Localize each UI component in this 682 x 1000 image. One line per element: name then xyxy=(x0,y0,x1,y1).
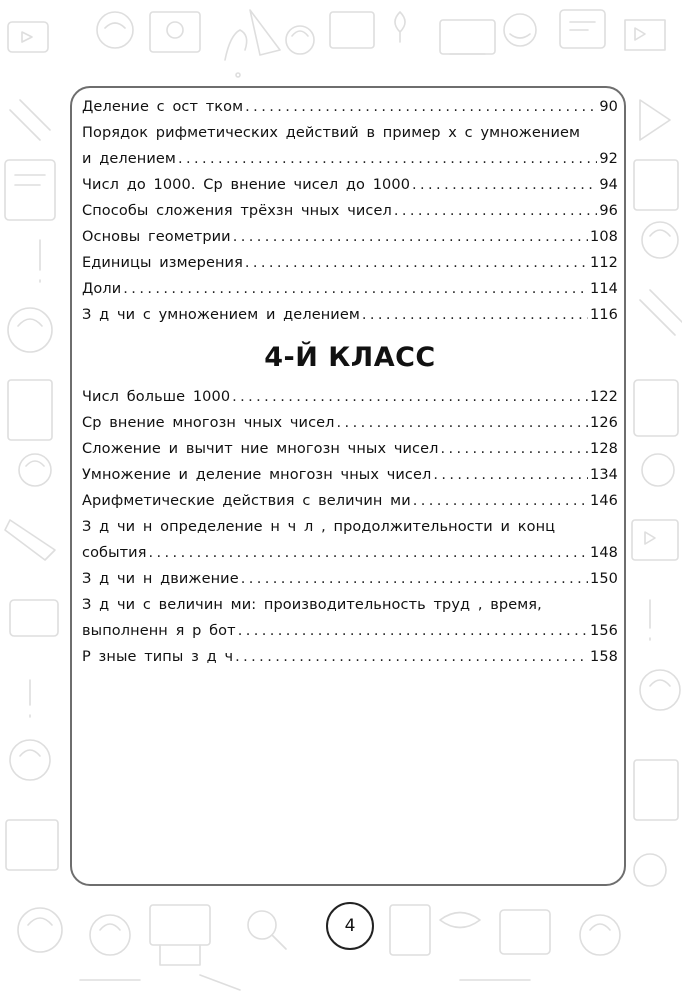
toc-entry-title: З д чи с умножением и делением xyxy=(82,307,360,323)
toc-entry-title: З д чи с величин ми: производительность труд , время, xyxy=(82,597,542,613)
toc-entry-title: и делением xyxy=(82,151,176,167)
toc-entry xyxy=(82,302,618,328)
toc-entry-line xyxy=(82,488,618,514)
toc-entry xyxy=(82,436,618,462)
toc-entry-page: 148 xyxy=(590,545,618,561)
toc-entry-page: 108 xyxy=(590,229,618,245)
toc-entry-title: Порядок рифметических действий в пример х с умножением xyxy=(82,125,581,141)
toc-entry xyxy=(82,462,618,488)
toc-entry-page: 92 xyxy=(599,151,618,167)
dot-leader xyxy=(232,384,588,410)
toc-entry-title: Единицы измерения xyxy=(82,255,243,271)
toc-entry xyxy=(82,172,618,198)
dot-leader xyxy=(337,410,588,436)
toc-entry-page: 146 xyxy=(590,493,618,509)
toc-entry xyxy=(82,592,618,644)
toc-entry xyxy=(82,250,618,276)
dot-leader xyxy=(433,462,588,488)
toc-entry-line xyxy=(82,644,618,670)
toc-entry xyxy=(82,94,618,120)
grade3-section xyxy=(82,94,618,328)
toc-entry-line xyxy=(82,120,618,146)
toc-entry-line xyxy=(82,410,618,436)
toc-entry xyxy=(82,224,618,250)
toc-entry-line xyxy=(82,514,618,540)
dot-leader xyxy=(235,644,588,670)
toc-entry-line xyxy=(82,224,618,250)
toc-entry-page: 128 xyxy=(590,441,618,457)
dot-leader xyxy=(241,566,588,592)
toc-entry xyxy=(82,120,618,172)
toc-entry-line xyxy=(82,618,618,644)
toc-entry-line xyxy=(82,146,618,172)
toc-entry-line xyxy=(82,94,618,120)
toc-entry-title: Числ больше 1000 xyxy=(82,389,231,405)
toc-entry-line xyxy=(82,172,618,198)
toc-entry-title: Умножение и деление многозн чных чисел xyxy=(82,467,432,483)
toc-entry-line xyxy=(82,302,618,328)
toc-entry-page: 112 xyxy=(590,255,618,271)
toc-entry-title: З д чи н движение xyxy=(82,571,239,587)
toc-entry xyxy=(82,276,618,302)
toc-entry-page: 156 xyxy=(590,623,618,639)
toc-entry-title: Способы сложения трёхзн чных чисел xyxy=(82,203,392,219)
toc-entry-line xyxy=(82,384,618,410)
toc-entry xyxy=(82,566,618,592)
dot-leader xyxy=(245,94,597,120)
toc-entry-title: выполненн я р бот xyxy=(82,623,236,639)
toc-entry-page: 134 xyxy=(590,467,618,483)
dot-leader xyxy=(149,540,588,566)
toc-entry-page: 90 xyxy=(599,99,618,115)
toc-entry xyxy=(82,514,618,566)
toc-entry-title: Доли xyxy=(82,281,122,297)
toc-entry-title: события xyxy=(82,545,147,561)
dot-leader xyxy=(441,436,589,462)
toc-entry-line xyxy=(82,462,618,488)
dot-leader xyxy=(394,198,598,224)
toc-entry-title: Арифметические действия с величин ми xyxy=(82,493,411,509)
dot-leader xyxy=(178,146,597,172)
dot-leader xyxy=(123,276,588,302)
toc-entry xyxy=(82,488,618,514)
toc-entry-line xyxy=(82,592,618,618)
grade4-section xyxy=(82,384,618,670)
toc-entry xyxy=(82,384,618,410)
toc-entry-title: З д чи н определение н ч л , продолжительности и конц xyxy=(82,519,556,535)
dot-leader xyxy=(245,250,588,276)
toc-entry-title: Ср внение многозн чных чисел xyxy=(82,415,335,431)
dot-leader xyxy=(413,488,588,514)
toc-entry xyxy=(82,644,618,670)
toc-entry-title: Основы геометрии xyxy=(82,229,231,245)
page-number: 4 xyxy=(326,902,374,950)
toc-entry-title: Числ до 1000. Ср внение чисел до 1000 xyxy=(82,177,411,193)
toc-entry-title: Сложение и вычит ние многозн чных чисел xyxy=(82,441,439,457)
grade4-heading: 4-Й КЛАСС xyxy=(264,342,436,373)
dot-leader xyxy=(362,302,588,328)
toc-entry xyxy=(82,410,618,436)
toc-entry-page: 94 xyxy=(599,177,618,193)
dot-leader xyxy=(233,224,588,250)
toc-entry-page: 116 xyxy=(590,307,618,323)
toc-entry-line xyxy=(82,250,618,276)
toc-entry-line xyxy=(82,436,618,462)
toc-entry-title: Деление с ост тком xyxy=(82,99,244,115)
toc-entry-page: 114 xyxy=(590,281,618,297)
dot-leader xyxy=(238,618,588,644)
toc-entry-line xyxy=(82,198,618,224)
toc-entry-line xyxy=(82,540,618,566)
toc-entry-page: 122 xyxy=(590,389,618,405)
toc-entry-page: 150 xyxy=(590,571,618,587)
toc-entry-title: Р зные типы з д ч xyxy=(82,649,234,665)
toc-entry-line xyxy=(82,276,618,302)
toc-entry-page: 96 xyxy=(599,203,618,219)
toc-entry-page: 126 xyxy=(590,415,618,431)
toc-entry xyxy=(82,198,618,224)
toc-entry-line xyxy=(82,566,618,592)
table-of-contents xyxy=(82,94,618,670)
dot-leader xyxy=(412,172,597,198)
toc-entry-page: 158 xyxy=(590,649,618,665)
